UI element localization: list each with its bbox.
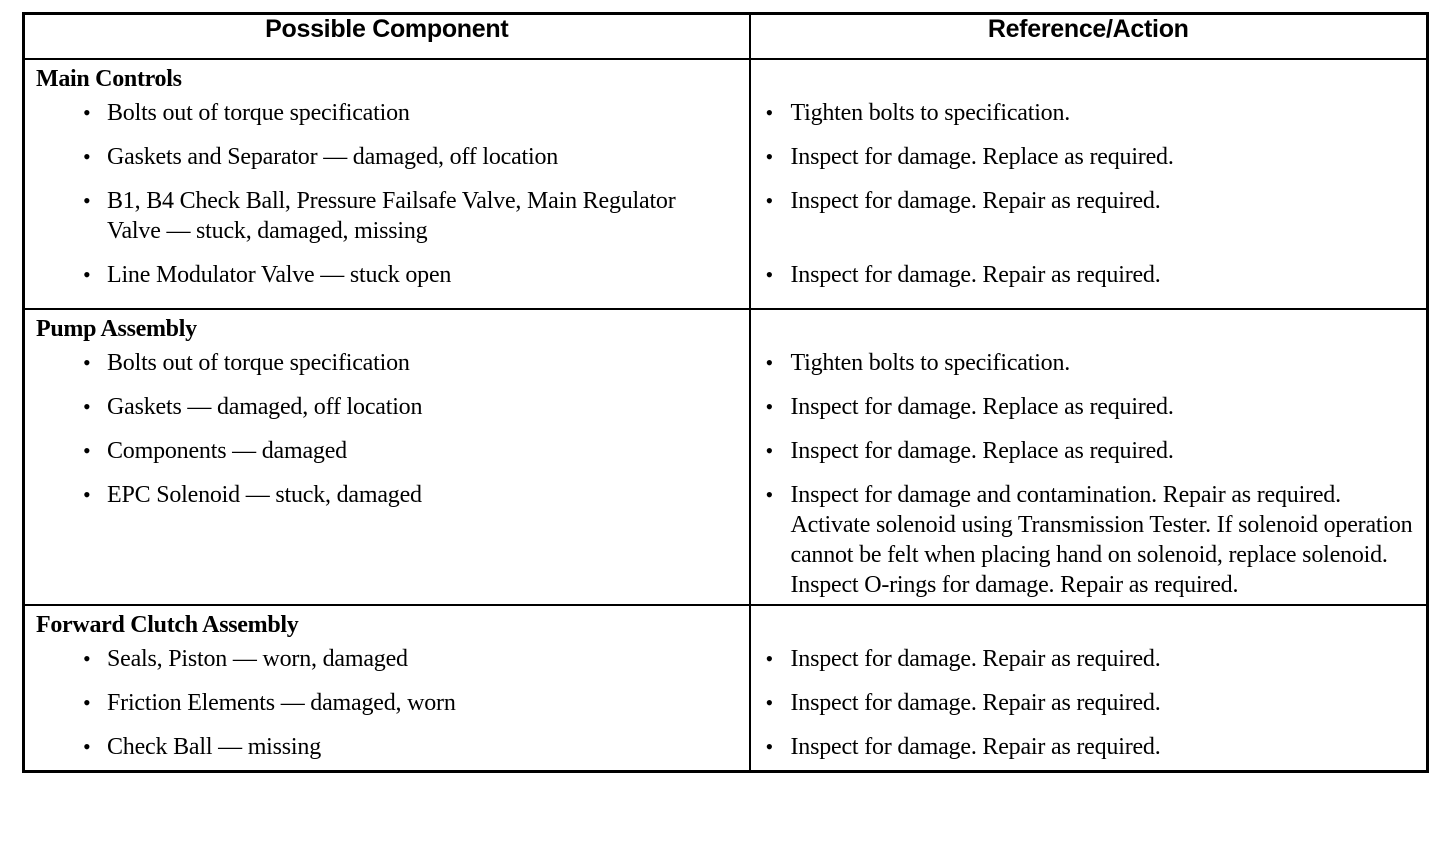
bullet-icon: •	[765, 690, 774, 715]
table-header-row	[24, 14, 1428, 60]
bullet-icon: •	[83, 262, 91, 287]
header-possible-component: Possible Component	[24, 14, 750, 60]
bullet-icon: •	[83, 690, 91, 715]
action-cell	[750, 59, 1428, 309]
action-item: • Inspect for damage. Replace as required.	[765, 438, 1174, 464]
bullet-icon: •	[765, 394, 774, 419]
component-item: • Components — damaged	[83, 438, 347, 464]
action-item: • Inspect for damage. Repair as required.	[765, 734, 1161, 760]
section-pump-assembly	[24, 309, 1428, 605]
action-item: • Tighten bolts to specification.	[765, 350, 1071, 376]
diagnosis-table	[22, 12, 1429, 773]
component-item: • Check Ball — missing	[83, 734, 321, 760]
action-item: • Inspect for damage and contamination. Repair as required. Activate solenoid using Transmission Tester. If solenoid operation cannot be felt when placing hand on solenoid, replace solenoid. Inspect O-rings for damage. Repair as required.	[765, 482, 1413, 598]
component-cell	[24, 605, 750, 772]
component-item: • B1, B4 Check Ball, Pressure Failsafe Valve, Main Regulator Valve — stuck, damaged, missing	[83, 188, 676, 244]
section-title: Forward Clutch Assembly	[36, 612, 299, 638]
action-item: • Inspect for damage. Repair as required.	[765, 646, 1161, 672]
bullet-icon: •	[83, 482, 91, 507]
header-reference-action: Reference/Action	[750, 14, 1428, 60]
component-item: • Gaskets — damaged, off location	[83, 394, 423, 420]
action-cell	[750, 309, 1428, 605]
bullet-icon: •	[83, 144, 91, 169]
bullet-icon: •	[83, 734, 91, 759]
bullet-icon: •	[765, 350, 774, 375]
section-main-controls	[24, 59, 1428, 309]
component-item: • Line Modulator Valve — stuck open	[83, 262, 452, 288]
bullet-icon: •	[83, 188, 91, 213]
bullet-icon: •	[83, 438, 91, 463]
section-forward-clutch-assembly	[24, 605, 1428, 772]
component-item: • EPC Solenoid — stuck, damaged	[83, 482, 422, 508]
action-item: • Inspect for damage. Replace as required.	[765, 144, 1174, 170]
component-cell	[24, 309, 750, 605]
action-item: • Inspect for damage. Repair as required.	[765, 690, 1161, 716]
bullet-icon: •	[83, 100, 91, 125]
bullet-icon: •	[765, 646, 774, 671]
bullet-icon: •	[765, 100, 774, 125]
bullet-icon: •	[765, 482, 774, 507]
component-item: • Seals, Piston — worn, damaged	[83, 646, 408, 672]
action-item: • Inspect for damage. Replace as required.	[765, 394, 1174, 420]
section-title: Main Controls	[36, 66, 182, 92]
action-item: • Inspect for damage. Repair as required.	[765, 262, 1161, 288]
bullet-icon: •	[765, 262, 774, 287]
bullet-icon: •	[83, 394, 91, 419]
bullet-icon: •	[765, 144, 774, 169]
component-item: • Friction Elements — damaged, worn	[83, 690, 456, 716]
bullet-icon: •	[83, 646, 91, 671]
bullet-icon: •	[765, 734, 774, 759]
action-item: • Inspect for damage. Repair as required.	[765, 188, 1161, 214]
component-item: • Gaskets and Separator — damaged, off location	[83, 144, 559, 170]
bullet-icon: •	[83, 350, 91, 375]
action-cell	[750, 605, 1428, 772]
bullet-icon: •	[765, 438, 774, 463]
action-item: • Tighten bolts to specification.	[765, 100, 1071, 126]
bullet-icon: •	[765, 188, 774, 213]
section-title: Pump Assembly	[36, 316, 197, 342]
component-item: • Bolts out of torque specification	[83, 350, 410, 376]
component-item: • Bolts out of torque specification	[83, 100, 410, 126]
component-cell	[24, 59, 750, 309]
